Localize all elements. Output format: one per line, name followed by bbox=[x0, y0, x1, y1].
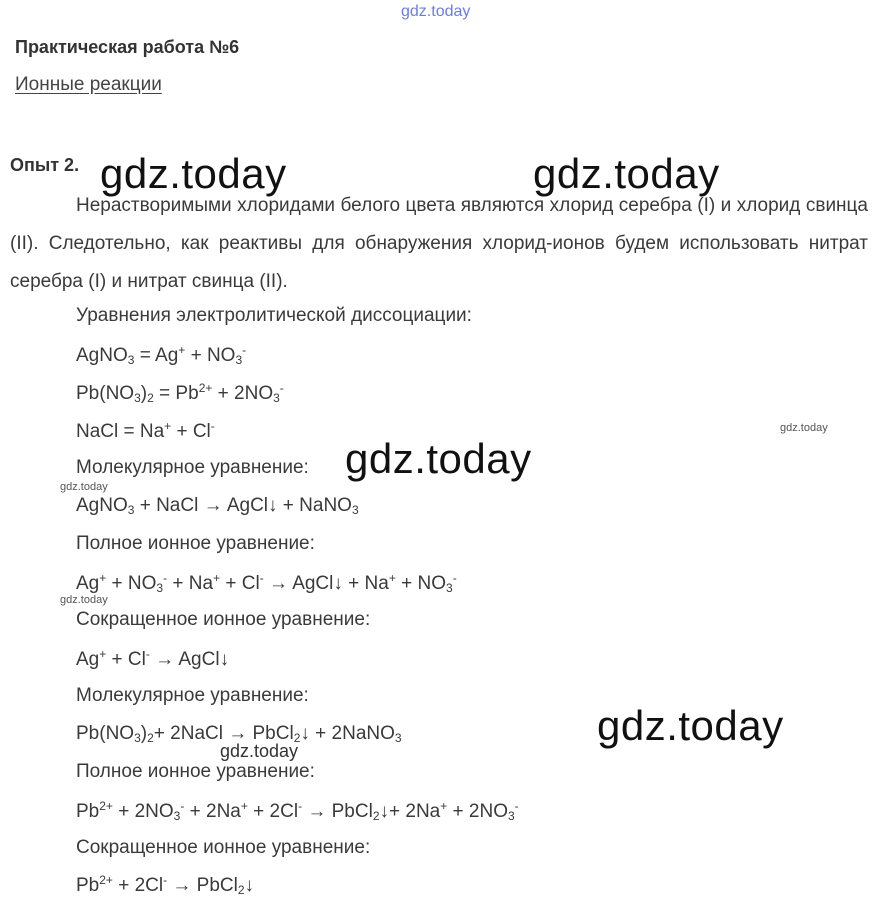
short-ionic-heading-1: Сокращенное ионное уравнение: bbox=[76, 609, 371, 630]
molecular-heading-1: Молекулярное уравнение: bbox=[76, 457, 309, 478]
equation-molecular-2: $Pb(NO_3)_2+$ 2NaCl → PbCl$_2$↓ + 2NaNO$_3$ bbox=[76, 723, 402, 745]
watermark-small: gdz.today bbox=[780, 422, 828, 434]
page-title: Практическая работа №6 bbox=[15, 37, 240, 57]
watermark-large: gdz.today bbox=[597, 702, 784, 749]
dissociation-heading: Уравнения электролитической диссоциации: bbox=[76, 305, 472, 326]
equation-molecular-1: AgNO$_3$ + NaCl → AgCl↓ + NaNO$_3$ bbox=[76, 495, 359, 517]
equation-nacl-dissociation: NaCl = Na+ + Cl- bbox=[76, 419, 215, 442]
watermark-large: gdz.today bbox=[345, 435, 532, 482]
equation-full-ionic-2: $Pb^{2+} + 2NO_3^- + 2Na^+ + 2Cl^-$ → PbCl$_2$↓+ $2Na^+ + 2NO_3^-$ bbox=[76, 799, 519, 823]
watermark-large: gdz.today bbox=[100, 150, 287, 197]
full-ionic-heading-1: Полное ионное уравнение: bbox=[76, 533, 315, 554]
short-ionic-heading-2: Сокращенное ионное уравнение: bbox=[76, 837, 371, 858]
equation-full-ionic-1: $Ag^+ + NO_3^- + Na^+ + Cl^-$ → AgCl↓ + $Na^+ + NO_3^-$ bbox=[76, 571, 457, 595]
intro-paragraph-text: Нерастворимыми хлоридами белого цвета являются хлорид серебра (I) и хлорид свинца (II). Следотельно, как реактивы для обнаружения хлорид-ионов будем использовать нитрат серебра (I) и нитрат свинца (II). bbox=[10, 195, 868, 292]
equation-agno3-dissociation: AgNO$_3$ = $Ag^+ + NO_3^-$ bbox=[76, 343, 247, 367]
page-subtitle: Ионные реакции bbox=[15, 74, 162, 95]
molecular-heading-2: Молекулярное уравнение: bbox=[76, 685, 309, 706]
watermark-small: gdz.today bbox=[60, 594, 108, 606]
equation-pbno32-dissociation: $Pb(NO_3)_2 = Pb^{2+} + 2NO_3^-$ bbox=[76, 381, 284, 405]
equation-short-ionic-1: Ag+ + Cl- → AgCl↓ bbox=[76, 647, 230, 670]
equation-short-ionic-2: $Pb^{2+} + 2Cl^-$ → PbCl$_2$↓ bbox=[76, 873, 255, 897]
full-ionic-heading-2: Полное ионное уравнение: bbox=[76, 761, 315, 782]
experiment-label: Опыт 2. bbox=[10, 155, 80, 175]
watermark-small: gdz.today bbox=[60, 481, 108, 493]
watermark-large: gdz.today bbox=[533, 150, 720, 197]
watermark-top: gdz.today bbox=[401, 3, 471, 20]
intro-paragraph bbox=[10, 187, 868, 301]
watermark-medium: gdz.today bbox=[220, 741, 299, 761]
